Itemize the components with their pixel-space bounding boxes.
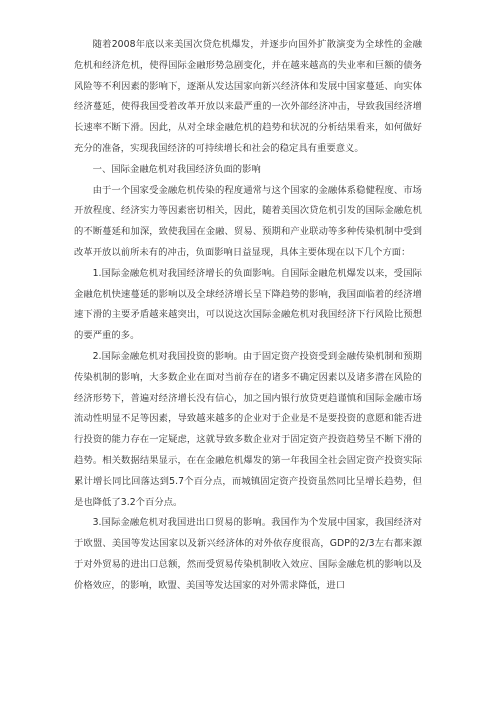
intro-paragraph: 随着2008年底以来美国次贷危机爆发，并逐步向国外扩散演变为全球性的金融危机和经济危机，使得国际金融形势急剧变化，并在越来越高的失业率和巨额的债务风险等不利因素的影响下，逐渐从发达国家向新兴经济体和发展中国家蔓延、向实体经济蔓延，使得我国受着改革开放以来最严重的一次外部经济冲击，导致我国经济增长速率不断下滑。因此，从对全球金融危机的趋势和状况的分析结果看来，如何做好充分的准备，实现我国经济的可持续增长和社会的稳定具有重要意义。 [74, 39, 422, 154]
point-3-paragraph: 3.国际金融危机对我国进出口贸易的影响。我国作为个发展中国家，我国经济对于欧盟、美国等发达国家以及新兴经济体的对外依存度很高，GDP的2/3左右都来源于对外贸易的进出口总额，然而受贸易传染机制收入效应、国际金融危机的影响以及价格效应，的影响，欧盟、美国等发达国家的对外需求降低，进口 [74, 517, 422, 591]
point-2-paragraph: 2.国际金融危机对我国投资的影响。由于固定资产投资受到金融传染机制和预期传染机制的影响，大多数企业在面对当前存在的诸多不确定因素以及诸多潜在风险的经济形势下，普遍对经济增长没有信心，加之国内银行放贷更趋谨慎和国际金融市场流动性明显不足等因素，导致越来越多的企业对于企业是不是要投资的意愿和能否进行投资的能力存在一定疑虑，这就导致多数企业对于固定资产投资趋势呈不断下滑的趋势。相关数据结果显示，在在金融危机爆发的第一年我国全社会固定资产投资实际累计增长同比回落达到5.7个百分点，而城镇固定资产投资虽然同比呈增长趋势，但是也降低了3.2个百分点。 [74, 350, 422, 508]
section-heading: 一、国际金融危机对我国经济负面的影响 [92, 163, 261, 175]
document-body [74, 35, 422, 597]
point-1-paragraph: 1.国际金融危机对我国经济增长的负面影响。自国际金融危机爆发以来，受国际金融危机快速蔓延的影响以及全球经济增长呈下降趋势的影响，我国面临着的经济增速下滑的主要矛盾越来越突出，可以说这次国际金融危机对我国经济下行风险比预想的要严重的多。 [74, 267, 422, 342]
section-intro-paragraph: 由于一个国家受金融危机传染的程度通常与这个国家的金融体系稳健程度、市场开放程度、经济实力等因素密切相关，因此，随着美国次贷危机引发的国际金融危机的不断蔓延和加深，致使我国在金融、贸易、预期和产业联动等多种传染机制中受到改革开放以前所未有的冲击，负面影响日益显现，具体主要体现在以下几个方面： [74, 184, 422, 258]
